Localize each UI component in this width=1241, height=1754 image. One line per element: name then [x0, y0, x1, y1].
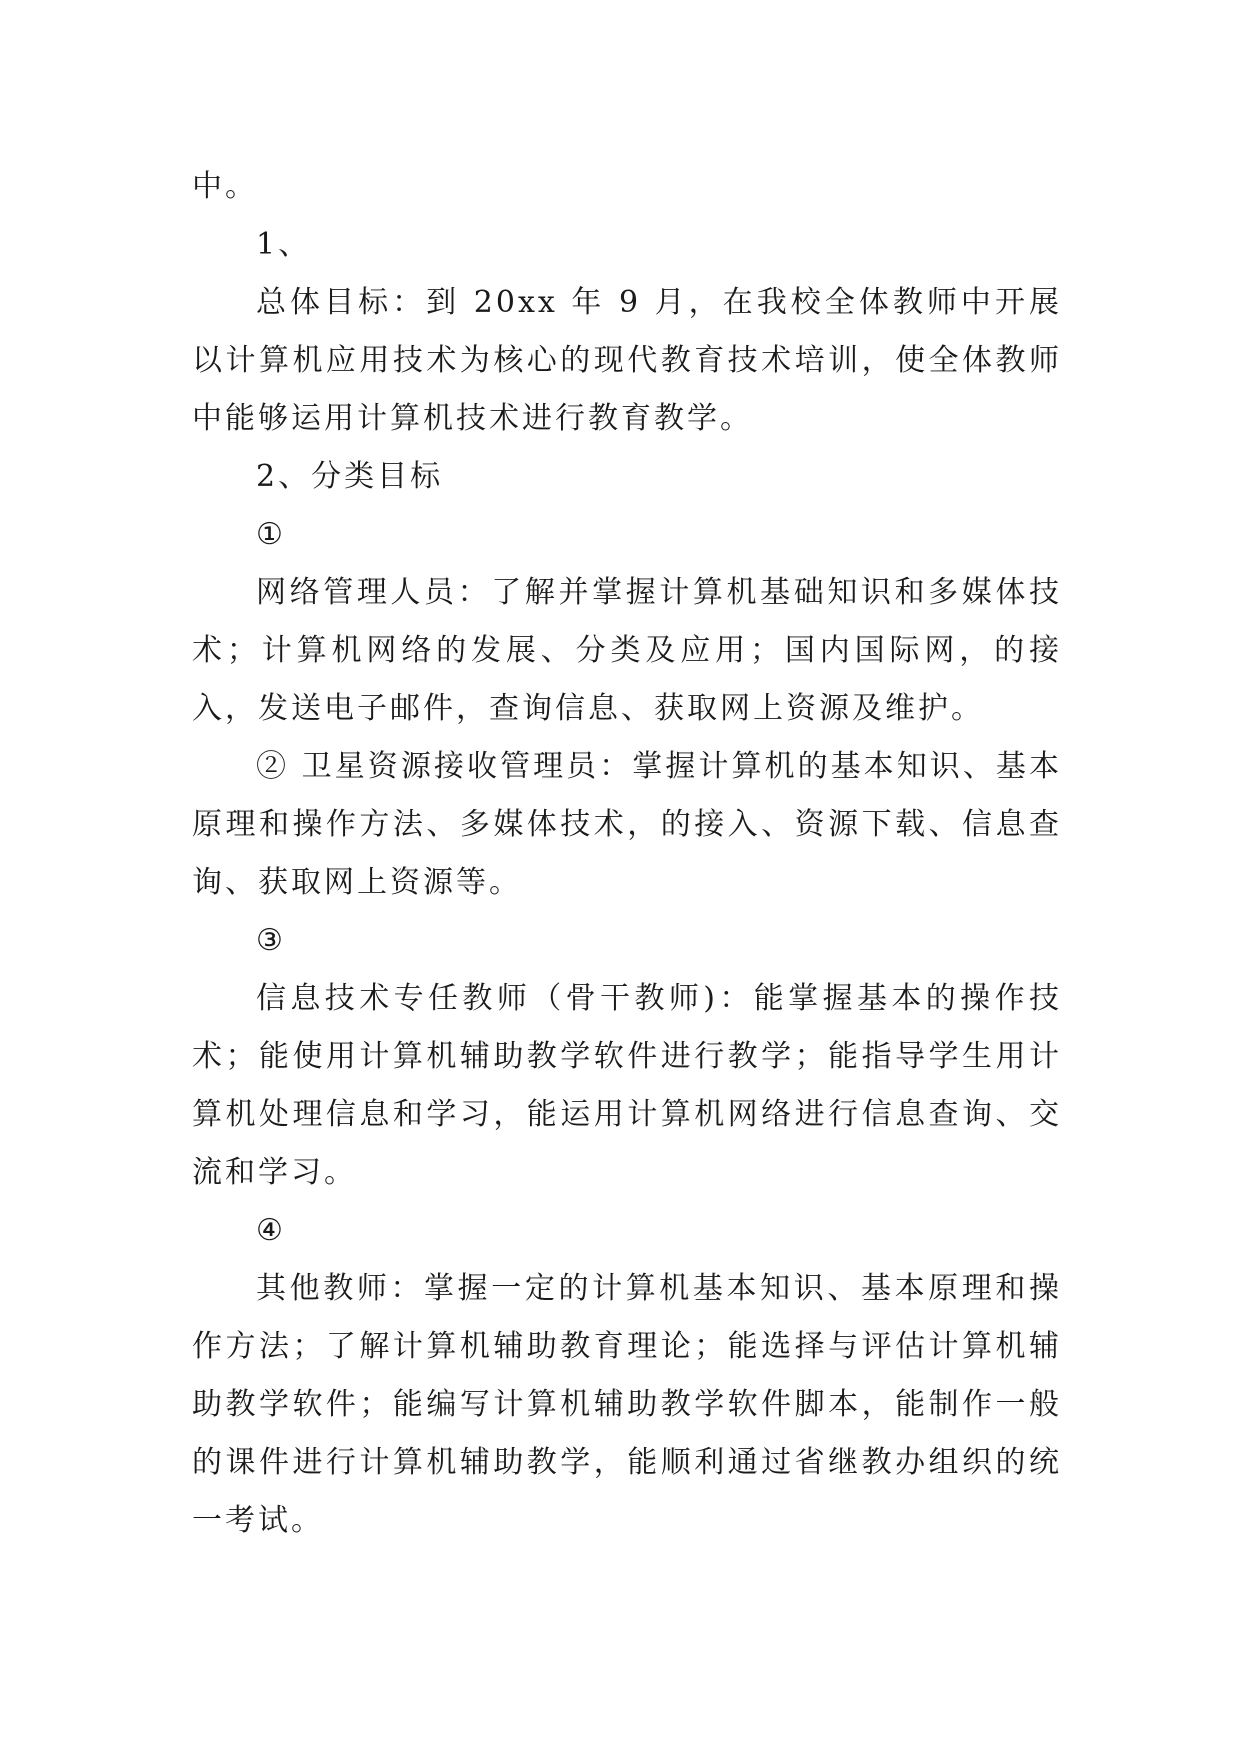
- paragraph-continuation: 中。: [192, 169, 258, 204]
- paragraph-item-1-heading: 1、: [256, 227, 312, 262]
- paragraph-it-teachers: 信息技术专任教师（骨干教师)：能掌握基本的操作技术；能使用计算机辅助教学软件进行教学；能指导学生用计算机处理信息和学习，能运用计算机网络进行信息查询、交流和学习。: [192, 981, 1062, 1190]
- paragraph-marker-4: ④: [256, 1213, 286, 1248]
- paragraph-overall-goal: 总体目标：到 20xx 年 9 月，在我校全体教师中开展以计算机应用技术为核心的现代教育技术培训，使全体教师中能够运用计算机技术进行教育教学。: [192, 285, 1062, 436]
- paragraph-satellite-admin: ② 卫星资源接收管理员：掌握计算机的基本知识、基本原理和操作方法、多媒体技术，的接入、资源下载、信息查询、获取网上资源等。: [192, 749, 1062, 900]
- paragraph-network-admin: 网络管理人员：了解并掌握计算机基础知识和多媒体技术；计算机网络的发展、分类及应用；国内国际网，的接入，发送电子邮件，查询信息、获取网上资源及维护。: [192, 575, 1062, 726]
- paragraph-other-teachers: 其他教师：掌握一定的计算机基本知识、基本原理和操作方法；了解计算机辅助教育理论；能选择与评估计算机辅助教学软件；能编写计算机辅助教学软件脚本，能制作一般的课件进行计算机辅助教学，能顺利通过省继教办组织的统一考试。: [192, 1271, 1062, 1538]
- paragraph-category-goals-heading: 2、分类目标: [256, 459, 444, 494]
- paragraph-marker-3: ③: [256, 923, 286, 958]
- document-body: [192, 158, 1062, 1550]
- paragraph-marker-1: ①: [256, 517, 286, 552]
